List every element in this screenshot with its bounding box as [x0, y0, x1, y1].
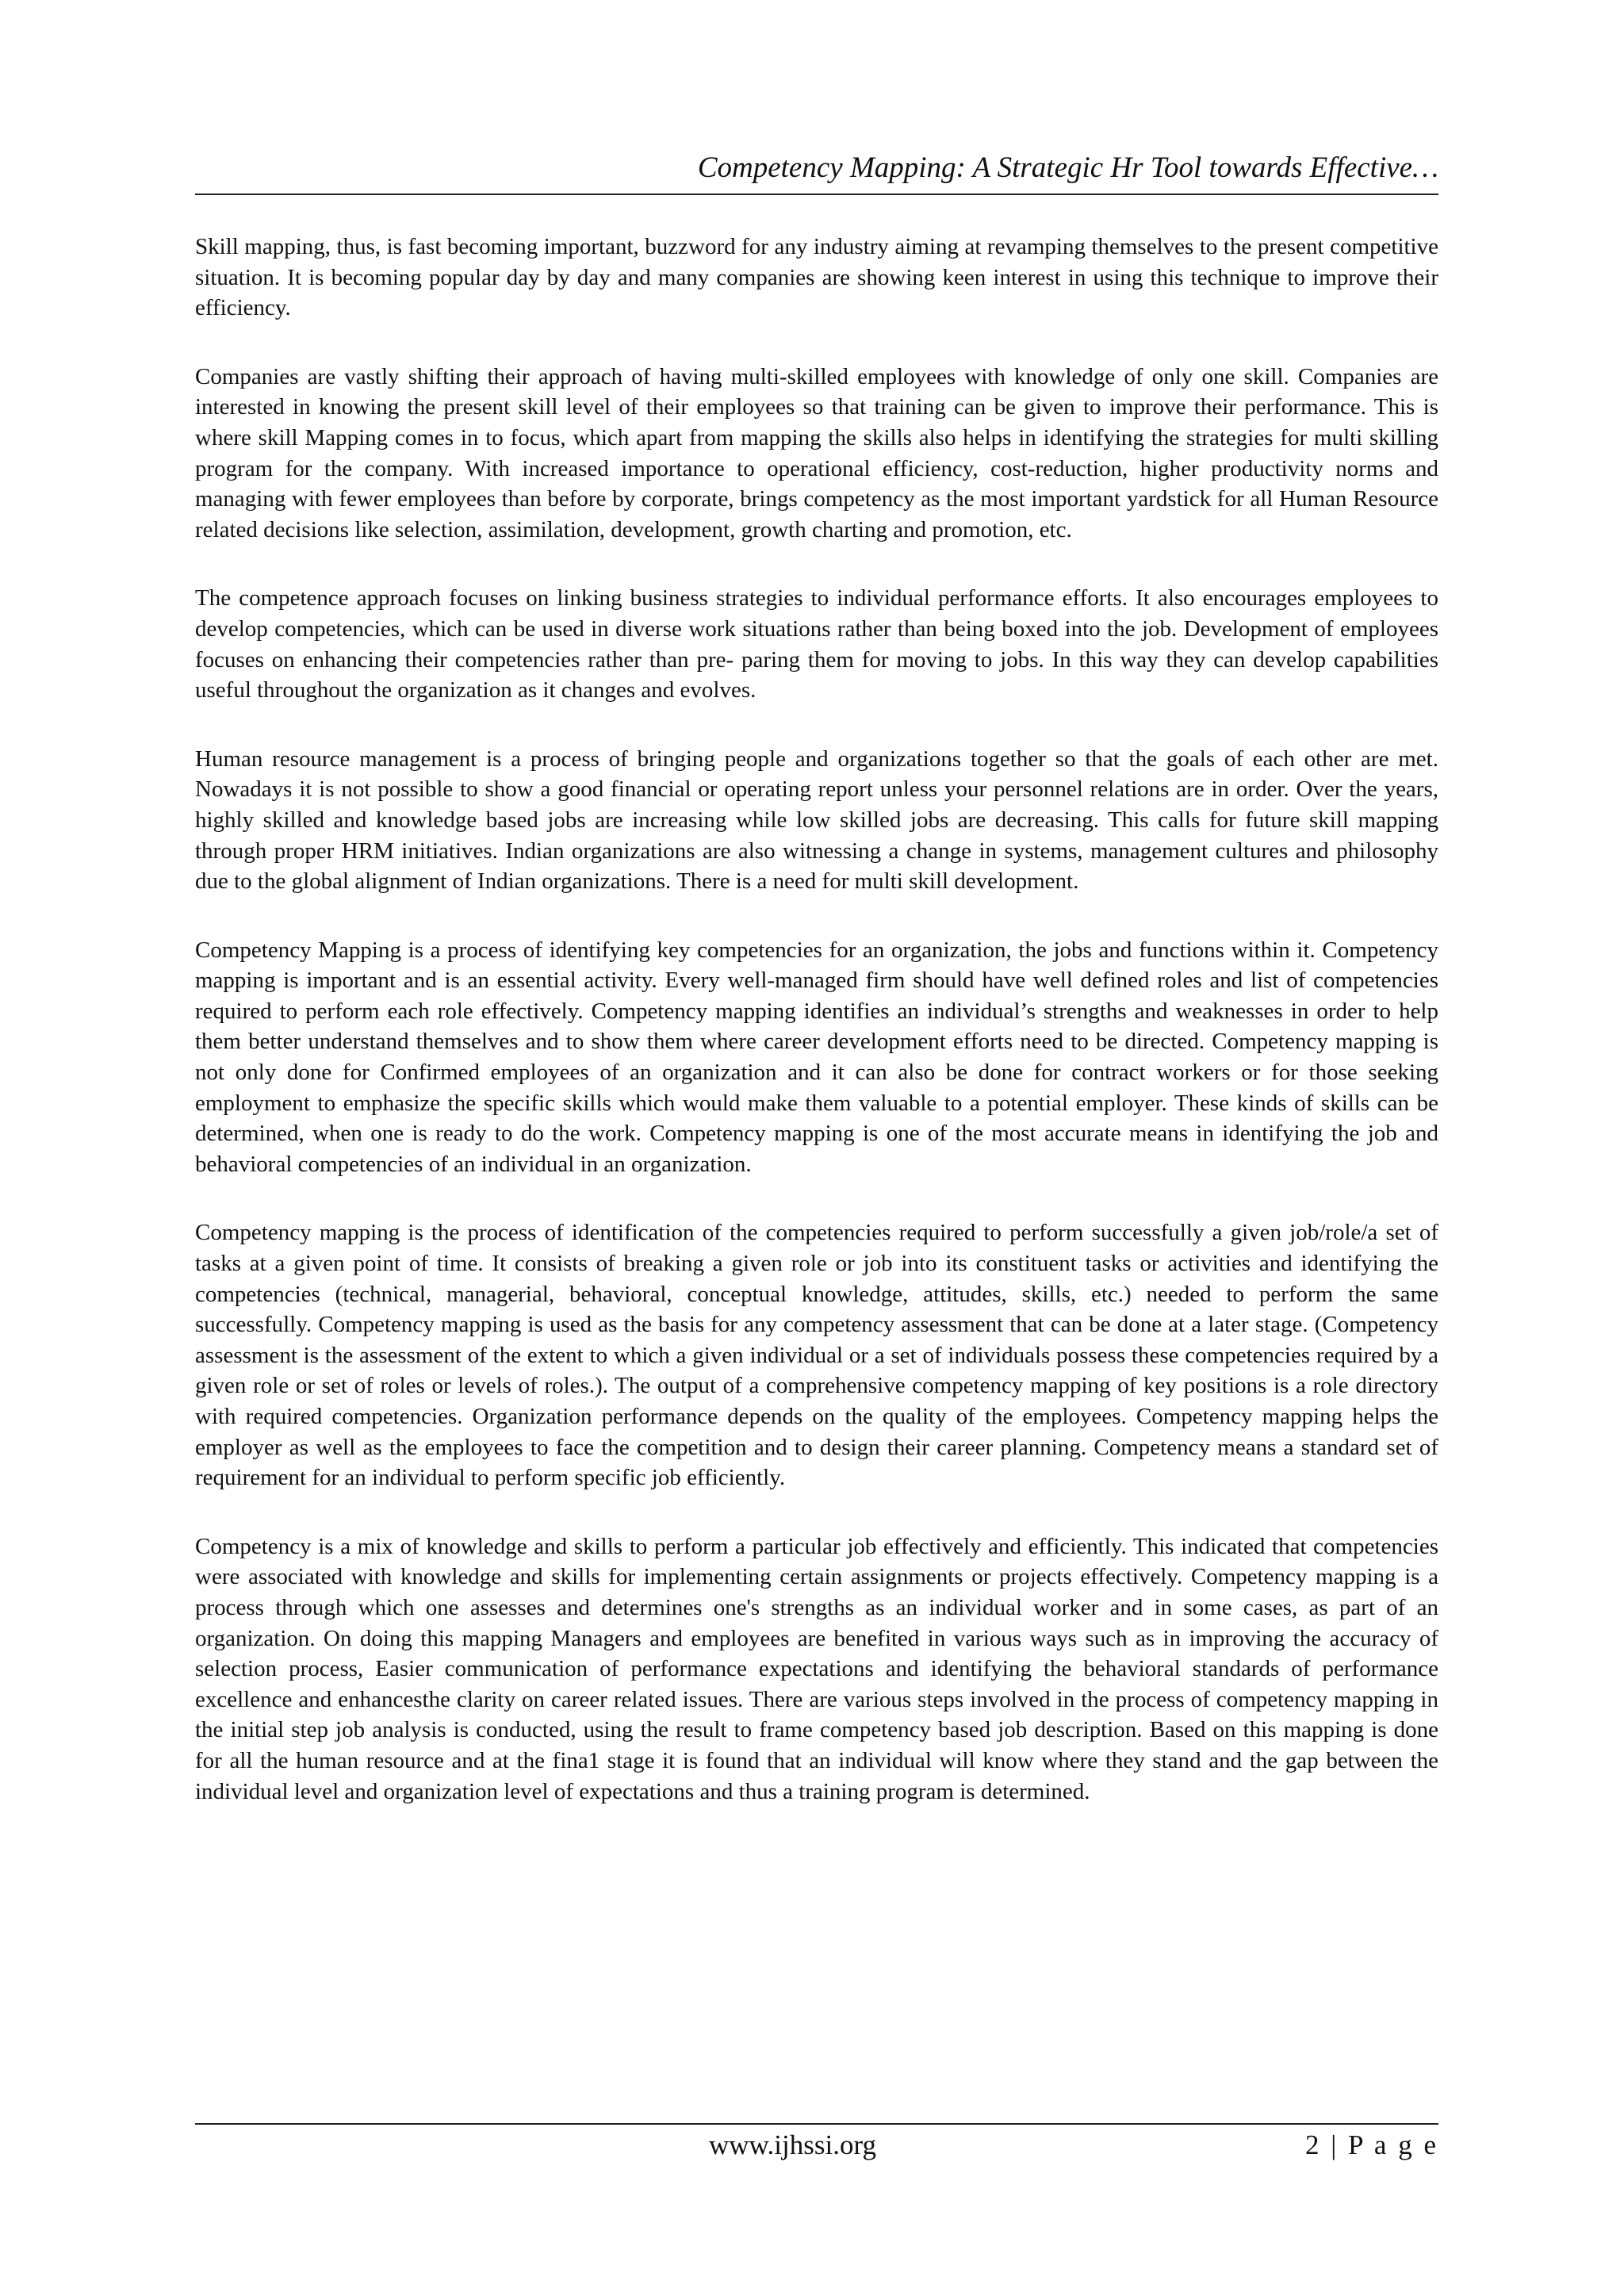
- article-body: [195, 232, 1438, 1845]
- footer-divider: [195, 2123, 1438, 2125]
- paragraph-1: Skill mapping, thus, is fast becoming important, buzzword for any industry aiming at revamping themselves to the present competitive situation. It is becoming popular day by day and many companies are showing keen interest in using this technique to improve their efficiency.: [195, 234, 1438, 321]
- header-divider: [195, 194, 1438, 195]
- paragraph-6: Competency mapping is the process of identification of the competencies required to perform successfully a given job/role/a set of tasks at a given point of time. It consists of breaking a given role or job into its constituent tasks or activities and identifying the competencies (technical, managerial, behavioral, conceptual knowledge, attitudes, skills, etc.) needed to perform the same successfully. Competency mapping is used as the basis for any competency assessment that can be done at a later stage. (Competency assessment is the assessment of the extent to which a given individual or a set of individuals possess these competencies required by a given role or set of roles or levels of roles.). The output of a comprehensive competency mapping of key positions is a role directory with required competencies. Organization performance depends on the quality of the employees. Competency mapping helps the employer as well as the employees to face the competition and to design their career planning. Competency means a standard set of requirement for an individual to perform specific job efficiently.: [195, 1220, 1438, 1491]
- running-header-title: Competency Mapping: A Strategic Hr Tool towards Effective…: [697, 151, 1438, 184]
- paragraph-2: Companies are vastly shifting their approach of having multi-skilled employees with knowledge of only one skill. Companies are interested in knowing the present skill level of their employees so that training can be given to improve their performance. This is where skill Mapping comes in to focus, which apart from mapping the skills also helps in identifying the strategies for multi skilling program for the company. With increased importance to operational efficiency, cost-reduction, higher productivity norms and managing with fewer employees than before by corporate, brings competency as the most important yardstick for all Human Resource related decisions like selection, assimilation, development, growth charting and promotion, etc.: [195, 363, 1438, 542]
- paragraph-3: The competence approach focuses on linking business strategies to individual performance efforts. It also encourages employees to develop competencies, which can be used in diverse work situations rather than being boxed into the job. Development of employees focuses on enhancing their competencies rather than pre- paring them for moving to jobs. In this way they can develop capabilities useful throughout the organization as it changes and evolves.: [195, 585, 1438, 703]
- paragraph-4: Human resource management is a process of bringing people and organizations together so that the goals of each other are met. Nowadays it is not possible to show a good financial or operating report unless your personnel relations are in order. Over the years, highly skilled and knowledge based jobs are increasing while low skilled jobs are decreasing. This calls for future skill mapping through proper HRM initiatives. Indian organizations are also witnessing a change in systems, management cultures and philosophy due to the global alignment of Indian organizations. There is a need for multi skill development.: [195, 746, 1438, 895]
- paragraph-5: Competency Mapping is a process of identifying key competencies for an organization, the jobs and functions within it. Competency mapping is important and is an essential activity. Every well-managed firm should have well defined roles and list of competencies required to perform each role effectively. Competency mapping identifies an individual’s strengths and weaknesses in order to help them better understand themselves and to show them where career development efforts need to be directed. Competency mapping is not only done for Confirmed employees of an organization and it can also be done for contract workers or for those seeking employment to emphasize the specific skills which would make them valuable to a potential employer. These kinds of skills can be determined, when one is ready to do the work. Competency mapping is one of the most accurate means in identifying the job and behavioral competencies of an individual in an organization.: [195, 937, 1438, 1177]
- footer-website: www.ijhssi.org: [709, 2129, 876, 2160]
- paragraph-7: Competency is a mix of knowledge and skills to perform a particular job effectively and efficiently. This indicated that competencies were associated with knowledge and skills for implementing certain assignments or projects effectively. Competency mapping is a process through which one assesses and determines one's strengths as an individual worker and in some cases, as part of an organization. On doing this mapping Managers and employees are benefited in various ways such as in improving the accuracy of selection process, Easier communication of performance expectations and identifying the behavioral standards of performance excellence and enhancesthe clarity on career related issues. There are various steps involved in the process of competency mapping in the initial step job analysis is conducted, using the result to frame competency based job description. Based on this mapping is done for all the human resource and at the fina1 stage it is found that an individual will know where they stand and the gap between the individual level and organization level of expectations and thus a training program is determined.: [195, 1533, 1438, 1804]
- page-number: 2 | P a g e: [1305, 2129, 1438, 2160]
